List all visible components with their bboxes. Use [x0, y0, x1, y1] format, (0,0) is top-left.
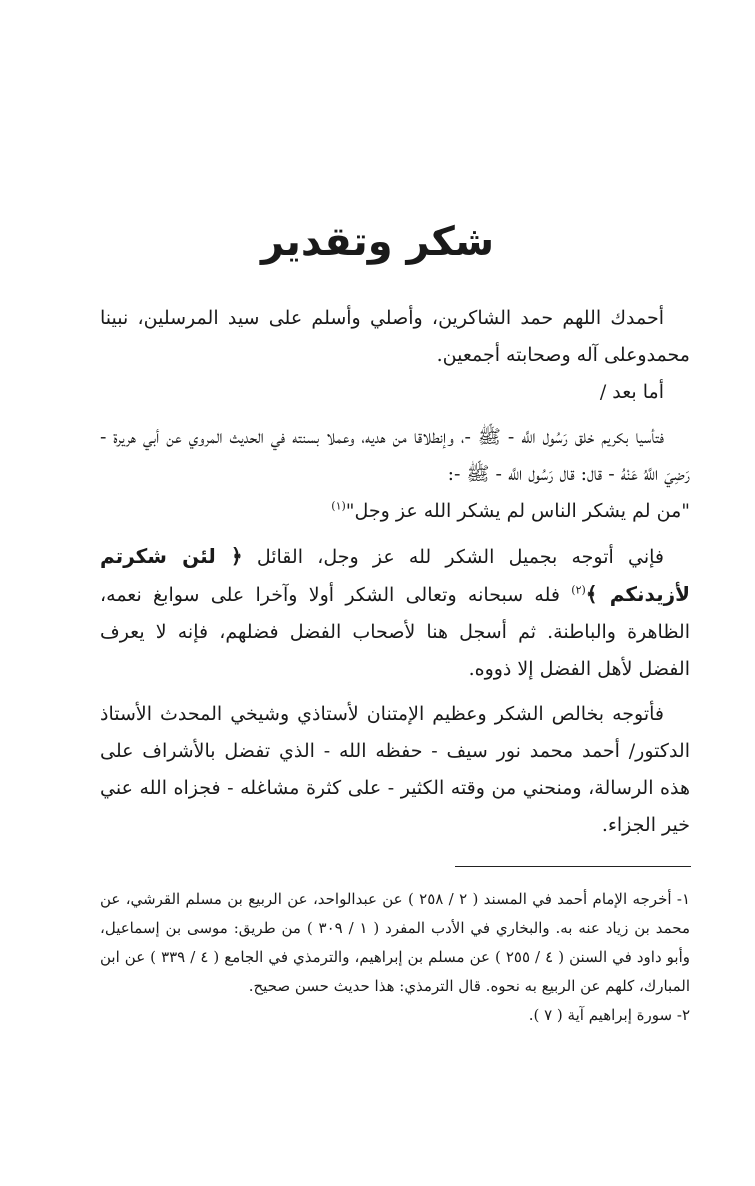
paragraph-hadith-intro: فتأسيا بكريم خلق رَسُول اللَّه - ﷺ -، وإنطلاقا من هديه، وعملا بسنته في الحديث المروي عن أبي هريرة - رَضِيَ اللَّهُ عَنْهُ - قال: قال رَسُول اللَّه - ﷺ -: — [100, 426, 690, 485]
hadith-text: "من لم يشكر الناس لم يشكر الله عز وجل" — [345, 500, 690, 522]
paragraph-opening-praise: أحمدك اللهم حمد الشاكرين، وأصلي وأسلم على سيد المرسلين، نبينا محمدوعلى آله وصحابته أجمعين. — [100, 307, 690, 366]
quran-verse: ﴿ لئن شكرتم لأزيدنكم ﴾ — [100, 544, 691, 606]
footnote-1: ١- أخرجه الإمام أحمد في المسند ( ٢ / ٢٥٨ ) عن عبدالواحد، عن الربيع بن مسلم القرشي، عن محمد بن زياد عنه به. والبخاري في الأدب المفرد ( ١ / ٣٠٩ ) من طريق: موسى بن إسماعيل، وأبو داود في السنن ( ٤ / ٢٥٥ ) عن مسلم بن إبراهيم، والترمذي في الجامع ( ٤ / ٣٣٩ ) عن ابن المبارك، كلهم عن الربيع به نحوه. قال الترمذي: هذا حديث حسن صحيح. — [100, 890, 691, 995]
footnote-divider — [455, 866, 691, 867]
paragraph-thanks-to-god — [100, 538, 690, 688]
footnote-ref-1: (١) — [331, 499, 346, 513]
footnotes — [100, 885, 690, 1030]
acknowledgement-body — [100, 300, 690, 844]
footnote-ref-2: (٢) — [571, 583, 586, 597]
paragraph-thanks-supervisor: فأتوجه بخالص الشكر وعظيم الإمتنان لأستاذي وشيخي المحدث الأستاذ الدكتور/ أحمد محمد نور سيف - حفظه الله - الذي تفضل بالأشراف على هذه الرسالة، ومنحني من وقته الكثير - على كثرة مشاغله - فجزاه الله عني خير الجزاء. — [100, 703, 690, 836]
footnote-2: ٢- سورة إبراهيم آية ( ٧ ). — [528, 1006, 690, 1024]
paragraph-hadith-quote — [100, 493, 690, 530]
thanks-start: فإني أتوجه بجميل الشكر لله عز وجل، القائل — [256, 546, 664, 568]
thanks-end: فله سبحانه وتعالى الشكر أولا وآخرا على سوابغ نعمه، الظاهرة والباطنة. ثم أسجل هنا لأصحاب الفضل فضلهم، فإنه لا يعرف الفضل لأهل الفضل إلا ذووه. — [100, 584, 690, 680]
paragraph-amma-bad: أما بعد / — [599, 381, 664, 403]
page-title: شكر وتقدير — [260, 219, 495, 265]
